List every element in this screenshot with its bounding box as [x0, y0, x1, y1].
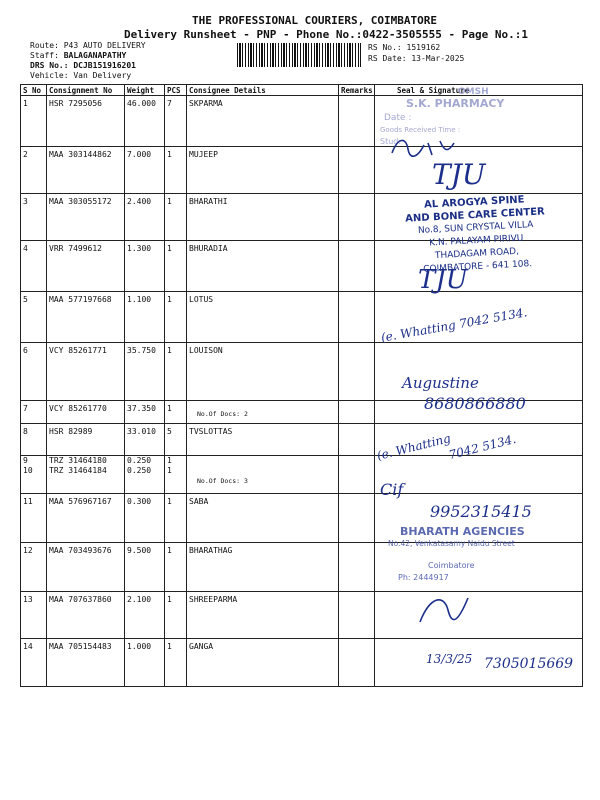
sno-10: 10 [23, 466, 33, 475]
signature-row11: Cif [380, 480, 404, 499]
table-row [21, 147, 583, 194]
bharath-stamp-line1: BHARATH AGENCIES [400, 525, 525, 538]
cell-consignment: MAA 576967167 [47, 494, 125, 543]
signature-row9: (e. Whatting [375, 431, 453, 463]
table-row [21, 592, 583, 639]
arogya-stamp-line1: AL AROGYA SPINE [423, 194, 525, 211]
signature-row5: (e. Whatting 7042 5134. [379, 305, 529, 345]
col-weight: Weight [125, 85, 165, 96]
cell-consignment: HSR 82989 [47, 424, 125, 456]
signature-row2: TJU [432, 158, 486, 191]
cell-consignee: SABA [187, 494, 339, 543]
date-row14: 13/3/25 [426, 652, 473, 666]
cell-remarks [339, 241, 375, 292]
cell-remarks [339, 424, 375, 456]
cell-remarks [339, 401, 375, 424]
cell-weight: 46.000 [125, 96, 165, 147]
cell-weight: 33.010 [125, 424, 165, 456]
cell-sno: 5 [21, 292, 47, 343]
arogya-stamp-line2: AND BONE CARE CENTER [404, 206, 546, 225]
cell-sno: 2 [21, 147, 47, 194]
signature-row7: Augustine [402, 374, 479, 392]
cell-pcs: 1 [165, 343, 187, 401]
cell-weight: 7.000 [125, 147, 165, 194]
cell-pcs: 1 [165, 147, 187, 194]
rs-date: RS Date: 13-Mar-2025 [368, 54, 465, 63]
docs-count: No.Of Docs: 2 [197, 410, 248, 418]
col-consignment: Consignment No [47, 85, 125, 96]
staff-label: Staff: [30, 51, 59, 60]
pharmacy-stamp-date: Date : [384, 113, 412, 123]
cell-sno: 14 [21, 639, 47, 687]
docs-count: No.Of Docs: 3 [197, 477, 248, 485]
cell-sno: 1 [21, 96, 47, 147]
cell-remarks [339, 292, 375, 343]
pcs-10: 1 [167, 466, 172, 475]
staff-line [30, 51, 126, 60]
drs-line [30, 61, 136, 70]
weight-10: 0.250 [127, 466, 152, 475]
cell-consignee: TVSLOTTAS [187, 424, 339, 456]
sno-9: 9 [23, 456, 28, 465]
cell-consignee: BHARATHI [187, 194, 339, 241]
cell-remarks [339, 194, 375, 241]
cell-consignee: SHREEPARMA [187, 592, 339, 639]
cell-consignee: LOTUS [187, 292, 339, 343]
cell-pcs: 1 [165, 494, 187, 543]
cell-pcs: 1 [165, 639, 187, 687]
cell-sno [21, 456, 47, 494]
cell-pcs: 1 [165, 592, 187, 639]
cell-sno: 13 [21, 592, 47, 639]
cell-weight: 2.400 [125, 194, 165, 241]
cell-consignee: BHARATHAG [187, 543, 339, 592]
cell-consignment: MAA 303144862 [47, 147, 125, 194]
cell-consignee [187, 401, 339, 424]
table-row [21, 343, 583, 401]
cell-weight: 35.750 [125, 343, 165, 401]
pcs-9: 1 [167, 456, 172, 465]
cell-consignee [187, 456, 339, 494]
drs-value: DCJB151916201 [73, 61, 136, 70]
cell-consignment: MAA 303055172 [47, 194, 125, 241]
drs-label: DRS No.: [30, 61, 69, 70]
bharath-stamp-line4: Ph: 2444917 [398, 573, 449, 582]
cell-pcs: 1 [165, 292, 187, 343]
cell-pcs: 1 [165, 401, 187, 424]
arogya-stamp-line5: THADAGAM ROAD, [434, 246, 520, 262]
cell-consignment: VCY 85261771 [47, 343, 125, 401]
cell-consignment [47, 456, 125, 494]
cell-weight: 2.100 [125, 592, 165, 639]
pharmacy-stamp-top: OMSH [458, 87, 489, 97]
cell-remarks [339, 147, 375, 194]
arogya-stamp-line6: COIMBATORE - 641 108. [422, 259, 533, 275]
cell-pcs: 5 [165, 424, 187, 456]
runsheet-table [20, 84, 583, 687]
cell-weight: 1.000 [125, 639, 165, 687]
cell-remarks [339, 96, 375, 147]
col-remarks: Remarks [339, 85, 375, 96]
arogya-stamp-line3: No.8, SUN CRYSTAL VILLA [417, 219, 534, 237]
cell-remarks [339, 456, 375, 494]
phone-row9: 7042 5134. [447, 431, 518, 463]
cell-sno: 7 [21, 401, 47, 424]
cell-consignee: SKPARMA [187, 96, 339, 147]
signature-scribble-icon [414, 592, 474, 628]
cell-sno: 6 [21, 343, 47, 401]
cell-consignment: MAA 705154483 [47, 639, 125, 687]
pharmacy-stamp-goods: Goods Received Time : [380, 126, 461, 134]
pharmacy-stamp-stud: Stud: [380, 137, 402, 146]
phone-row11: 9952315415 [430, 502, 532, 521]
cell-weight: 37.350 [125, 401, 165, 424]
cell-sno: 8 [21, 424, 47, 456]
cell-consignee: BHURADIA [187, 241, 339, 292]
document-title: THE PROFESSIONAL COURIERS, COIMBATORE [192, 14, 438, 27]
cell-sno: 12 [21, 543, 47, 592]
col-seal-signature: Seal & Signature [375, 85, 583, 96]
cell-consignment: VCY 85261770 [47, 401, 125, 424]
cell-consignment: VRR 7499612 [47, 241, 125, 292]
signature-row13 [414, 592, 474, 632]
route-label: Route: P43 AUTO DELIVERY [30, 41, 146, 50]
cell-weight: 0.300 [125, 494, 165, 543]
pharmacy-stamp-name: S.K. PHARMACY [406, 97, 505, 110]
staff-value: BALAGANAPATHY [63, 51, 127, 60]
cell-sno: 3 [21, 194, 47, 241]
cell-pcs: 1 [165, 543, 187, 592]
cell-weight: 9.500 [125, 543, 165, 592]
cell-weight: 1.100 [125, 292, 165, 343]
bharath-stamp [388, 526, 563, 584]
cell-sno: 11 [21, 494, 47, 543]
cell-pcs: 7 [165, 96, 187, 147]
cell-remarks [339, 343, 375, 401]
rs-number: RS No.: 1519162 [368, 43, 441, 52]
cell-signature [375, 592, 583, 639]
cell-consignee: GANGA [187, 639, 339, 687]
phone-row14: 7305015669 [484, 656, 574, 672]
cell-pcs: 1 [165, 194, 187, 241]
cell-consignee: MUJEEP [187, 147, 339, 194]
cell-weight [125, 456, 165, 494]
arogya-stamp-line4: K.N. PALAYAM PIRIVU [429, 233, 524, 249]
vehicle-label: Vehicle: Van Delivery [30, 71, 132, 80]
cell-consignment: MAA 703493676 [47, 543, 125, 592]
col-sno: S No [21, 85, 47, 96]
cell-remarks [339, 592, 375, 639]
bharath-stamp-line3: Coimbatore [428, 561, 475, 570]
cell-pcs [165, 456, 187, 494]
bharath-stamp-line2: No.42, Venkatasamy Naidu Street [388, 539, 515, 548]
cell-signature [375, 456, 583, 494]
cell-consignee: LOUISON [187, 343, 339, 401]
signature-row4: TJU [418, 265, 468, 295]
table-row [21, 456, 583, 494]
cell-remarks [339, 543, 375, 592]
consignment-10: TRZ 31464184 [49, 466, 107, 475]
cell-pcs: 1 [165, 241, 187, 292]
weight-9: 0.250 [127, 456, 152, 465]
cell-consignment: MAA 707637860 [47, 592, 125, 639]
barcode [237, 43, 361, 67]
cell-consignment: HSR 7295056 [47, 96, 125, 147]
runsheet-subtitle: Delivery Runsheet - PNP - Phone No.:0422-3505555 - Page No.:1 [124, 28, 528, 41]
cell-remarks [339, 494, 375, 543]
cell-consignment: MAA 577197668 [47, 292, 125, 343]
consignment-9: TRZ 31464180 [49, 456, 107, 465]
cell-sno: 4 [21, 241, 47, 292]
phone-row7: 8680866880 [424, 394, 526, 413]
col-consignee: Consignee Details [187, 85, 339, 96]
cell-remarks [339, 639, 375, 687]
cell-weight: 1.300 [125, 241, 165, 292]
col-pcs: PCS [165, 85, 187, 96]
